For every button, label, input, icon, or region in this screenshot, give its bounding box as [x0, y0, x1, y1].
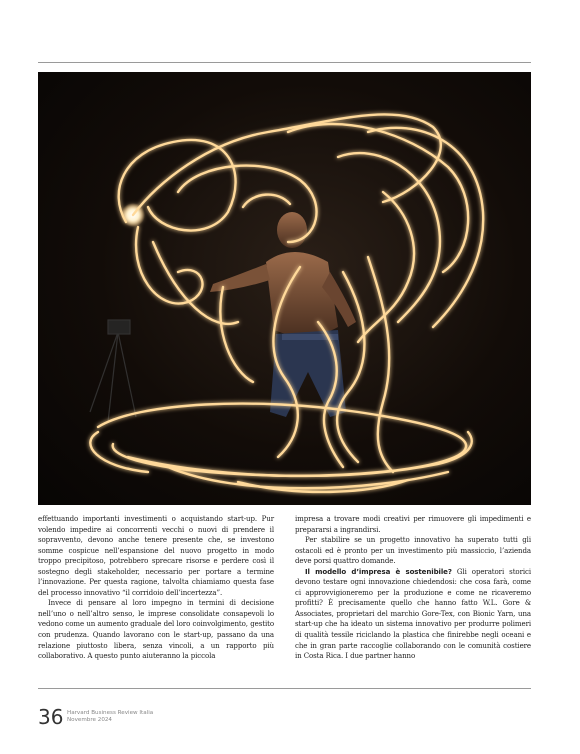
body-column-right [295, 514, 531, 662]
top-rule [38, 62, 531, 63]
publication-info [67, 710, 153, 724]
paragraph: impresa a trovare modi creativi per rimuovere gli impedimenti e prepararsi a ingrandirsi. [295, 514, 531, 534]
photo-artwork [38, 72, 531, 505]
issue-date: Novembre 2024 [67, 717, 112, 724]
section-lead-in: Il modello d’impresa è sostenibile? [305, 566, 452, 576]
body-column-left [38, 514, 274, 662]
page-number: 36 [38, 705, 64, 729]
publication-name: Harvard Business Review Italia [67, 710, 154, 716]
paragraph: Per stabilire se un progetto innovativo ha superato tutti gli ostacoli ed è pronto per un investimento più massiccio, l’azienda deve porsi quattro domande. [295, 535, 531, 566]
lamp-stand [90, 320, 136, 422]
light-painting-photo [38, 72, 531, 505]
paragraph: Invece di pensare al loro impegno in termini di decisione nell’uno o nell’altro senso, le imprese consolidate consapevoli lo vedono come un aumento graduale del loro coinvolgimento, gestito con prudenza. Quando lavorano con le start-up, passano da una relazione piuttosto libera, senza vincoli, a un rapporto più collaborativo. A questo punto aiuteranno la piccola [38, 598, 274, 661]
paragraph: effettuando importanti investimenti o acquistando start-up. Pur volendo impedire ai concorrenti vecchi o nuovi di prendere il sopravvento, devono anche tenere presente che, se investono somme cospicue nell’espansione del nuovo progetto in modo troppo precipitoso, potrebbero sprecare risorse e perdere così il sostegno degli stakeholder, necessario per portare a termine l’innovazione. Per questa ragione, talvolta chiamiamo questa fase del processo innovativo “il corridoio dell’incertezza”. [38, 514, 274, 597]
bottom-rule [38, 688, 531, 689]
paragraph-with-lead [295, 567, 531, 662]
paragraph-body: Gli operatori storici devono testare ogni innovazione chiedendosi: che cosa farà, come ci approvvigioneremo per la produzione e come ne ricaveremo profitti? È precisamente quello che hanno fatto W.L. Gore & Associates, proprietari del marchio Gore-Tex, con Bionic Yarn, una start-up che ha ideato un sistema innovativo per produrre polimeri di qualità tessile riciclando la plastica che finirebbe negli oceani e che in gran parte raccoglie collaborando con le comunità costiere in Costa Rica. I due partner hanno [295, 566, 531, 661]
